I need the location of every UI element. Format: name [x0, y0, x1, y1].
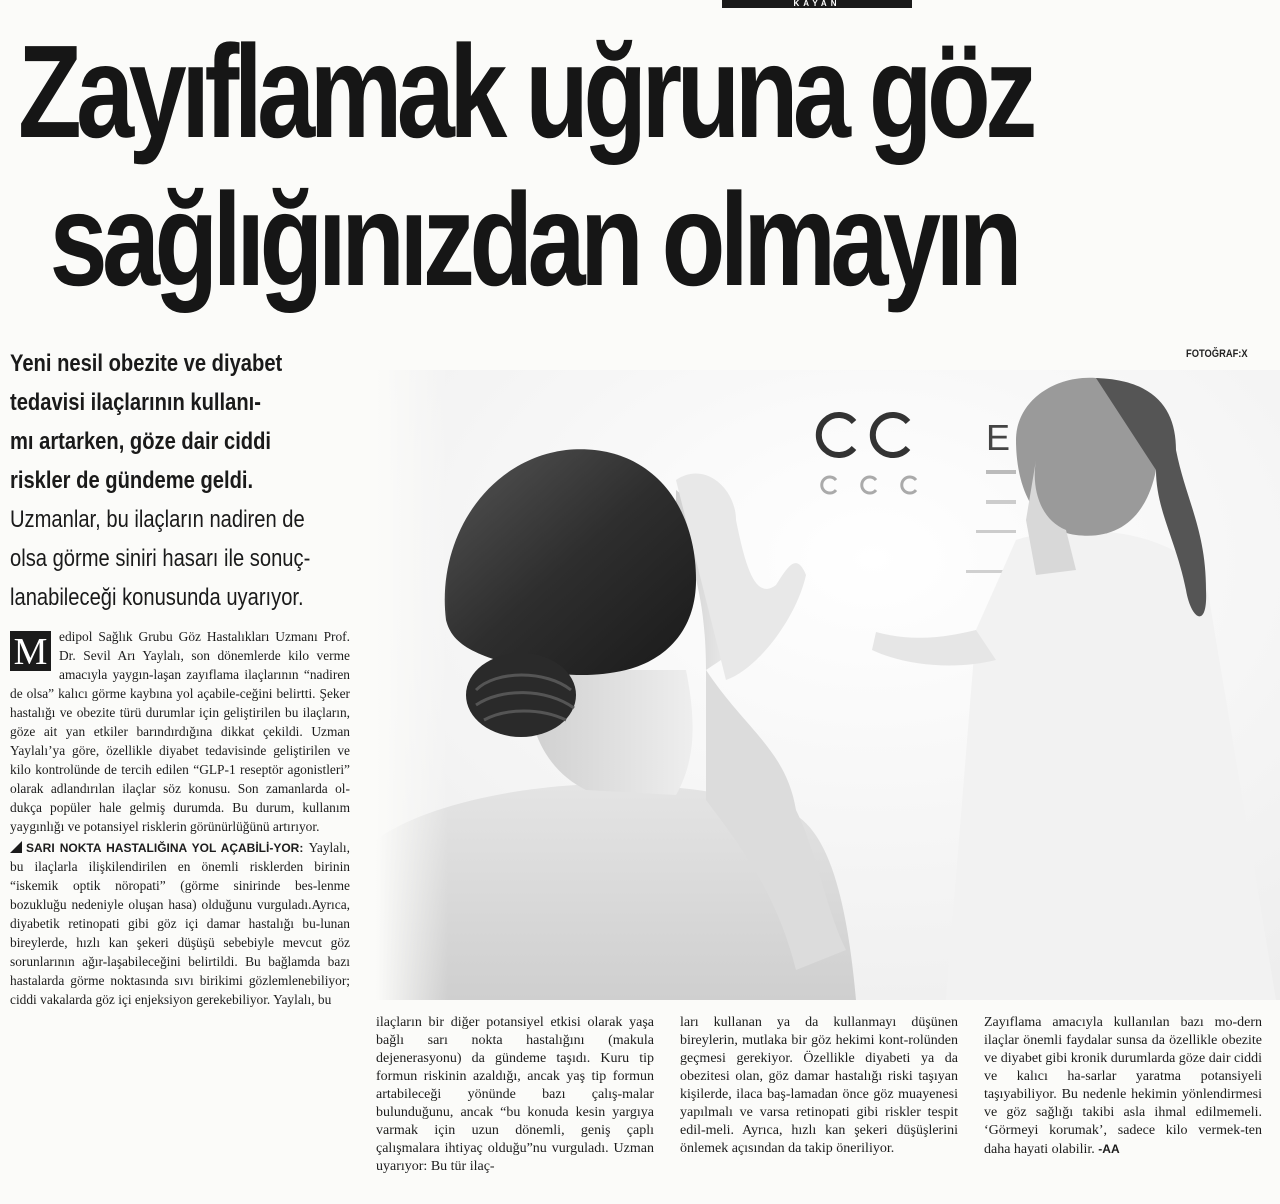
lead-paragraph [10, 344, 350, 617]
headline-line-2: sağlığınızdan olmayın [49, 166, 1018, 313]
subhead: SARI NOKTA HASTALIĞINA YOL AÇABİLİ-YOR: [26, 841, 304, 855]
body-text: Yaylalı, bu ilaçlarla ilişkilendirilen en önemli risklerden birinin “iskemik optik nöropati” (görme sinirinde bes-lenme bozukluğu nedeniyle oluşan hasa) olduğunu vurguladı.Ayrıca, diyabetik retinopati gibi göz içi damar hastalığı bu-lunan bireylerde, hızlı kan şekeri düşüşü sebebiyle mevcut göz sorunlarının ağır-laşabileceğini belirtildi. Bu bağlamda bazı hastalarda görme noktasında sıvı birikimi gözlemlenebiliyor; ciddi vakalarda göz içi enjeksiyon gerekebiliyor. Yaylalı, bu [10, 840, 350, 1007]
eye-exam-photo-illustration [376, 370, 1280, 1000]
dropcap: M [10, 631, 51, 671]
lead-bold-line: tedavisi ilaçlarının kullanı- [10, 389, 261, 416]
article-column-2 [376, 1014, 654, 1176]
body-text: Zayıflama amacıyla kullanılan bazı mo-dern ilaçlar önemli faydalar sunsa da özellikle obezite ve diyabet gibi kronik durumlarda göze dair ciddi ve kalıcı ha-sarlar yaratma potansiyeli taşıyabiliyor. Bu nedenle hekimin yönlendirmesi ve göz sağlığı takibi asla ihmal edilmemeli. ‘Görmeyi korumak’, sadece kilo vermek-ten daha hayati olabilir. [984, 1015, 1262, 1157]
article-column-3 [680, 1014, 958, 1158]
headline [18, 18, 1032, 314]
subhead-bullet-icon [10, 841, 22, 853]
lead-line: lanabileceği konusunda uyarıyor. [10, 584, 304, 611]
body-text: edipol Sağlık Grubu Göz Hastalıkları Uzmanı Prof. Dr. Sevil Arı Yaylalı, son dönemlerde kilo verme amacıyla yaygın-laşan zayıflama ilaçlarının “nadiren de olsa” kalıcı görme kaybına yol açabile-ceğini belirtti. Şeker hastalığı ve obezite türü durumlar için geliştirilen bu ilaçların, göze ait yan etkiler barındırdığına dikkat çekildi. Uzman Yaylalı’ya göre, özellikle diyabet tedavisinde geliştirilen ve kilo kontrolünde de tercih edilen “GLP-1 reseptör agonistleri” olarak adlandırılan ilaçlar söz konusu. Son zamanlarda ol-dukça popüler hale gelmiş durumda. Bu durum, kullanım yaygınlığı ve potansiyel risklerin görünürlüğünü artırıyor. [10, 629, 350, 834]
body-text: ları kullanan ya da kullanmayı düşünen bireylerin, mutlaka bir göz hekimi kont-rolünden geçmesi gerekiyor. Özellikle diyabeti ya da obezitesi olan, göz damar hastalığı riski taşıyan kişilerde, ilaca baş-lamadan önce göz muayenesi yapılmalı ve varsa retinopati gibi riskler tespit edil-meli. Ayrıca, hızlı kan şekeri düşüşlerini önlemek açısından da takip öneriliyor. [680, 1015, 958, 1156]
lead-line: olsa görme siniri hasarı ile sonuç- [10, 545, 311, 572]
news-agency-signature: -AA [1098, 1142, 1120, 1156]
body-text: ilaçların bir diğer potansiyel etkisi olarak yaşa bağlı sarı nokta hastalığını (makula dejenerasyonu) da gündeme taşıdı. Kuru tip formun riskinin azaldığı, ancak yaş tip formun artabileceği yönünde bazı çalış-malar bulunduğunu, ancak “bu konuda kesin yargıya varmak için uzun dönemli, geniş çaplı çalışmalara ihtiyaç olduğu”nu vurguladı. Uzman uyarıyor: Bu tür ilaç- [376, 1015, 654, 1174]
lead-bold-line: riskler de gündeme geldi. [10, 467, 254, 494]
headline-line-1: Zayıflamak uğruna göz [18, 18, 1032, 165]
article-column-4 [984, 1014, 1262, 1159]
photo-credit: FOTOĞRAF:X [1186, 348, 1248, 360]
article-photo [376, 370, 1280, 1000]
lead-line: Uzmanlar, bu ilaçların nadiren de [10, 506, 305, 533]
lead-bold-line: Yeni nesil obezite ve diyabet [10, 350, 283, 377]
lead-bold-line: mı artarken, göze dair ciddi [10, 428, 272, 455]
section-kicker: KAYAN [722, 0, 912, 8]
article-column-1 [10, 628, 350, 1010]
